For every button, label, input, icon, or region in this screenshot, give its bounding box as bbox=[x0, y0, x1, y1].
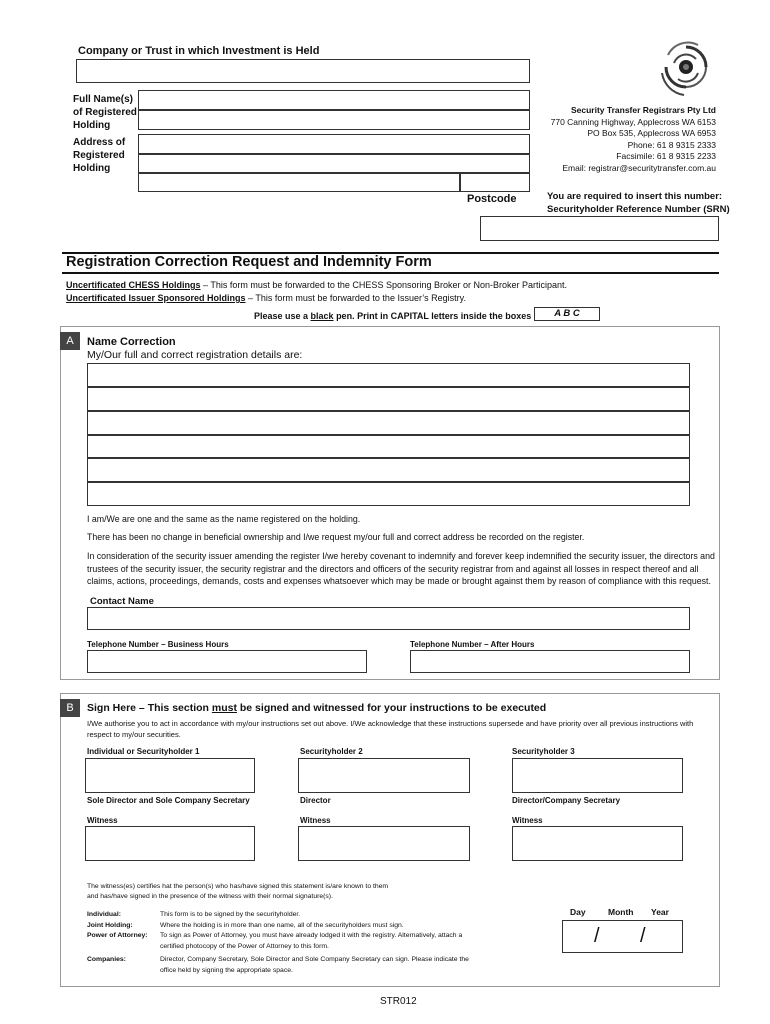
signature-box-2[interactable] bbox=[298, 758, 470, 793]
registrar-name: Security Transfer Registrars Pty Ltd bbox=[570, 105, 716, 115]
note-value: Director, Company Secretary, Sole Director and Sole Company Secretary can sign. Please indicate the bbox=[160, 956, 469, 963]
company-label: Company or Trust in which Investment is Held bbox=[78, 45, 320, 57]
tel-after-label: Telephone Number – After Hours bbox=[410, 640, 535, 649]
tel-after-input[interactable] bbox=[410, 650, 690, 673]
tel-business-input[interactable] bbox=[87, 650, 367, 673]
registrar-address2: PO Box 535, Applecross WA 6953 bbox=[587, 128, 716, 138]
section-a-subtitle: My/Our full and correct registration details are: bbox=[87, 349, 303, 361]
note-key: Companies: bbox=[87, 956, 126, 963]
signature-box-3[interactable] bbox=[512, 758, 683, 793]
date-slash-1: / bbox=[594, 925, 600, 947]
witness-note bbox=[87, 882, 388, 902]
contact-name-input[interactable] bbox=[87, 607, 690, 630]
section-b-title-pre: Sign Here – This section bbox=[87, 702, 212, 714]
name-input-5[interactable] bbox=[87, 458, 690, 482]
address-input-2[interactable] bbox=[138, 154, 530, 173]
signature-box-1[interactable] bbox=[85, 758, 255, 793]
note-key: Power of Attorney: bbox=[87, 932, 148, 939]
issuer-instruction bbox=[66, 293, 466, 303]
form-code: STR012 bbox=[380, 996, 417, 1007]
registrar-address1: 770 Canning Highway, Applecross WA 6153 bbox=[550, 116, 716, 127]
signing-notes bbox=[87, 910, 469, 976]
section-b-title-must: must bbox=[211, 702, 237, 714]
pen-post: pen. Print in CAPITAL letters inside the boxes bbox=[333, 311, 532, 321]
section-a-title: Name Correction bbox=[87, 336, 176, 348]
pen-instruction bbox=[254, 311, 531, 321]
registrar-fax: Facsimile: 61 8 9315 2233 bbox=[616, 151, 716, 161]
issuer-text: – This form must be forwarded to the Issuer’s Registry. bbox=[245, 293, 466, 303]
role3-label: Director/Company Secretary bbox=[512, 796, 621, 805]
section-a-p1: I am/We are one and the same as the name registered on the holding. bbox=[87, 514, 361, 524]
section-b-title bbox=[87, 702, 546, 714]
srn-line2: Securityholder Reference Number (SRN) bbox=[547, 204, 730, 215]
note-key: Individual: bbox=[87, 911, 121, 918]
note-value: office held by signing the appropriate space. bbox=[160, 966, 293, 974]
witness-note-2: and has/have signed in the presence of the witness with their normal signature(s). bbox=[87, 893, 333, 900]
registrar-phone: Phone: 61 8 9315 2333 bbox=[627, 139, 716, 150]
date-slash-2: / bbox=[640, 925, 646, 947]
note-key bbox=[87, 966, 160, 977]
section-a-tab: A bbox=[60, 332, 80, 350]
role1-label: Sole Director and Sole Company Secretary bbox=[87, 796, 250, 805]
form-title: Registration Correction Request and Indemnity Form bbox=[66, 254, 432, 270]
witness-box-3[interactable] bbox=[512, 826, 683, 861]
name-input-4[interactable] bbox=[87, 435, 690, 458]
pen-word: black bbox=[310, 311, 334, 321]
note-key: Joint Holding: bbox=[87, 921, 133, 929]
note-value: certified photocopy of the Power of Attorney to this form. bbox=[160, 942, 329, 950]
witness-label-3: Witness bbox=[512, 816, 543, 825]
title-bottom-rule bbox=[62, 272, 719, 274]
section-a-p3: In consideration of the security issuer amending the register I/we hereby covenant to indemnify and forever keep indemnified the security issuer, the directors and trustees of the security issuer, the security registrar and the directors and officers of the security registrar from and against all losses in respect thereof and all claims, actions, proceedings, demands, costs and expenses whatsoever which may be made or brought against them by reason of compliance with this request. bbox=[87, 551, 715, 586]
chess-instruction bbox=[66, 280, 567, 290]
tel-business-label: Telephone Number – Business Hours bbox=[87, 640, 229, 649]
chess-label: Uncertificated CHESS Holdings bbox=[66, 280, 201, 290]
srn-input[interactable] bbox=[480, 216, 719, 241]
srn-instruction bbox=[547, 190, 730, 216]
date-input[interactable] bbox=[562, 920, 683, 953]
section-b-title-post: be signed and witnessed for your instructions to be executed bbox=[236, 702, 547, 714]
month-label: Month bbox=[608, 907, 634, 917]
day-label: Day bbox=[570, 907, 586, 917]
address-label: Address of Registered Holding bbox=[73, 137, 126, 174]
postcode-label: Postcode bbox=[467, 193, 517, 205]
full-name-input-2[interactable] bbox=[138, 110, 530, 130]
address-input-3[interactable] bbox=[138, 173, 460, 192]
address-input-1[interactable] bbox=[138, 134, 530, 154]
section-a-p2: There has been no change in beneficial ownership and I/we request my/our full and correct address be recorded on the register. bbox=[87, 532, 585, 542]
abc-example: A B C bbox=[534, 307, 600, 321]
witness-label-1: Witness bbox=[87, 816, 118, 825]
name-input-3[interactable] bbox=[87, 411, 690, 435]
note-value: This form is to be signed by the securityholder. bbox=[160, 911, 301, 918]
section-b-authorisation: I/We authorise you to act in accordance with my/our instructions set out above. I/We acknowledge that these instructions supersede and have priority over all previous instructions with respect to my/our securities. bbox=[87, 719, 694, 739]
sh2-label: Securityholder 2 bbox=[300, 747, 363, 756]
registrar-logo-icon bbox=[654, 35, 718, 99]
section-b-tab: B bbox=[60, 699, 80, 717]
note-value: Where the holding is in more than one name, all of the securityholders must sign. bbox=[160, 921, 404, 929]
srn-line1: You are required to insert this number: bbox=[547, 191, 723, 202]
postcode-input[interactable] bbox=[460, 173, 530, 192]
witness-note-1: The witness(es) certifies hat the person(s) who has/have signed this statement is/are known to them bbox=[87, 883, 389, 890]
name-input-6[interactable] bbox=[87, 482, 690, 506]
role2-label: Director bbox=[300, 796, 331, 805]
year-label: Year bbox=[651, 907, 669, 917]
registrar-email: Email: registrar@securitytransfer.com.au bbox=[562, 162, 716, 173]
full-name-label: Full Name(s) of Registered Holding bbox=[73, 94, 137, 131]
pen-pre: Please use a bbox=[254, 311, 311, 321]
chess-text: – This form must be forwarded to the CHESS Sponsoring Broker or Non-Broker Participant. bbox=[200, 280, 568, 290]
full-name-input-1[interactable] bbox=[138, 90, 530, 110]
sh1-label: Individual or Securityholder 1 bbox=[87, 747, 200, 756]
sh3-label: Securityholder 3 bbox=[512, 747, 575, 756]
note-key bbox=[87, 942, 160, 953]
witness-label-2: Witness bbox=[300, 816, 331, 825]
witness-box-2[interactable] bbox=[298, 826, 470, 861]
note-value: To sign as Power of Attorney, you must have already lodged it with the registry. Alternatively, attach a bbox=[160, 932, 463, 939]
contact-name-label: Contact Name bbox=[90, 596, 154, 607]
company-input[interactable] bbox=[76, 59, 530, 83]
witness-box-1[interactable] bbox=[85, 826, 255, 861]
registrar-details bbox=[551, 105, 716, 174]
name-input-2[interactable] bbox=[87, 387, 690, 411]
issuer-label: Uncertificated Issuer Sponsored Holdings bbox=[66, 293, 246, 303]
name-input-1[interactable] bbox=[87, 363, 690, 387]
